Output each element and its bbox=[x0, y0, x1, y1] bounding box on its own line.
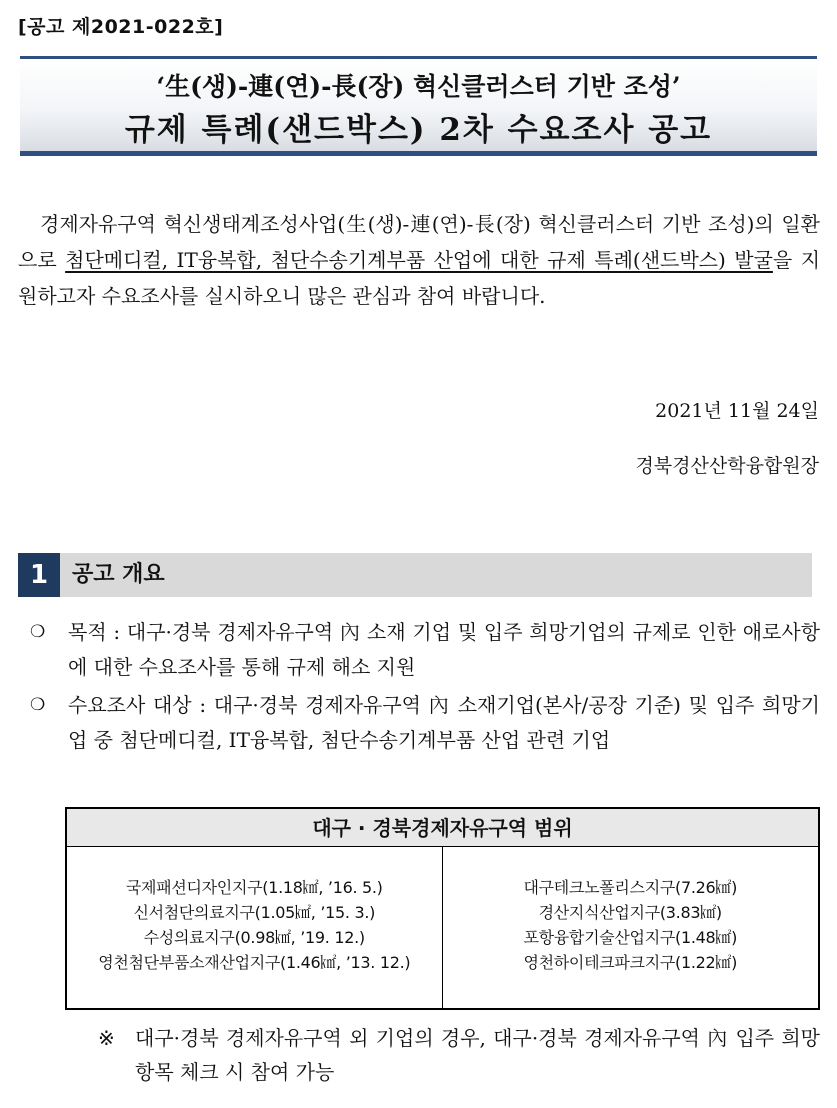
intro-text-1: 경제자유구역 혁신생태계조성사업(生(생)-連(연)-長(장) 혁신클러스터 기반 조성)의 일환으로 bbox=[18, 212, 820, 272]
footnote-text: 대구·경북 경제자유구역 외 기업의 경우, 대구·경북 경제자유구역 內 입주 희망 항목 체크 시 참여 가능 bbox=[135, 1026, 820, 1084]
free-economic-zone-range-table bbox=[65, 807, 820, 1010]
title-line-1: ‘生(생)-連(연)-長(장) 혁신클러스터 기반 조성’ bbox=[156, 72, 681, 101]
zone-item: 국제패션디자인지구(1.18㎢, ’16. 5.) bbox=[125, 878, 383, 897]
zone-item: 포항융합기술산업지구(1.48㎢) bbox=[523, 928, 738, 947]
section-1-title: 공고 개요 bbox=[72, 562, 165, 587]
zone-item: 대구테크노폴리스지구(7.26㎢) bbox=[523, 878, 738, 897]
notice-date: 2021년 11월 24일 bbox=[655, 400, 819, 422]
bullet-text: 수요조사 대상 : 대구·경북 경제자유구역 內 소재기업(본사/공장 기준) 및 입주 희망기업 중 첨단메디컬, IT융복합, 첨단수송기계부품 산업 관련 기업 bbox=[68, 693, 820, 752]
bullet-text: 목적 : 대구·경북 경제자유구역 內 소재 기업 및 입주 희망기업의 규제로 인한 애로사항에 대한 수요조사를 통해 규제 해소 지원 bbox=[68, 620, 820, 679]
range-table-right-column bbox=[443, 847, 819, 1008]
zone-item: 영천하이테크파크지구(1.22㎢) bbox=[523, 953, 738, 972]
intro-paragraph bbox=[18, 206, 820, 314]
bullet-target bbox=[30, 688, 820, 758]
reference-mark-icon: ※ bbox=[98, 1026, 115, 1050]
bullet-purpose bbox=[30, 615, 820, 685]
circle-bullet-icon: ❍ bbox=[30, 622, 46, 642]
zone-item: 신서첨단의료지구(1.05㎢, ’15. 3.) bbox=[133, 903, 376, 922]
intro-underlined-text: 첨단메디컬, IT융복합, 첨단수송기계부품 산업에 대한 규제 특례(샌드박스) 발굴 bbox=[65, 248, 773, 272]
title-banner bbox=[20, 56, 817, 156]
range-table-header: 대구 · 경북경제자유구역 범위 bbox=[67, 809, 818, 847]
section-1-number: 1 bbox=[18, 553, 60, 597]
signer: 경북경산산학융합원장 bbox=[635, 455, 819, 477]
zone-item: 경산지식산업지구(3.83㎢) bbox=[538, 903, 722, 922]
circle-bullet-icon: ❍ bbox=[30, 695, 46, 715]
footnote bbox=[98, 1021, 820, 1089]
zone-item: 영천첨단부품소재산업지구(1.46㎢, ’13. 12.) bbox=[98, 953, 411, 972]
intro-text-2: 을 지원하고자 수요조사를 실시하오니 많은 관심과 참여 바랍니다. bbox=[18, 248, 821, 308]
range-table-left-column bbox=[67, 847, 443, 1008]
notice-number: [공고 제2021-022호] bbox=[18, 16, 224, 38]
title-line-2: 규제 특례(샌드박스) 2차 수요조사 공고 bbox=[124, 112, 713, 148]
zone-item: 수성의료지구(0.98㎢, ’19. 12.) bbox=[143, 928, 365, 947]
